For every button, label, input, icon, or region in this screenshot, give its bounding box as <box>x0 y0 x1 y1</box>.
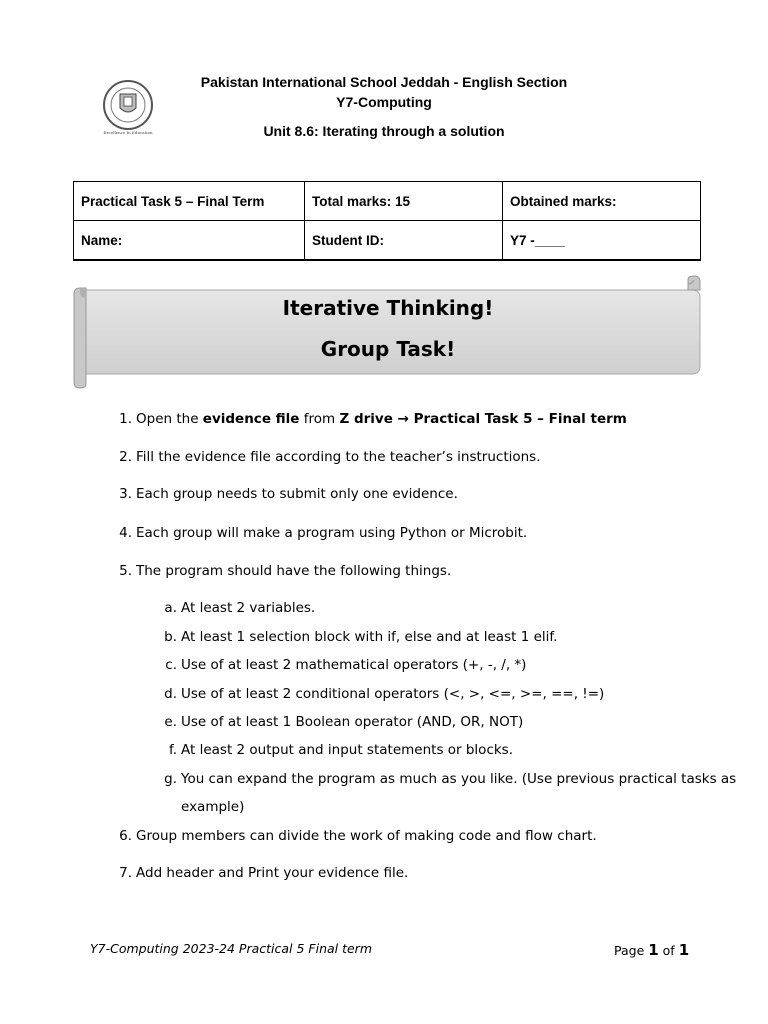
list-item: 7. Add header and Print your evidence file. <box>119 865 409 881</box>
sub-list-item: b. At least 1 selection block with if, else and at least 1 elif. <box>164 629 558 645</box>
obtained-marks-cell[interactable]: Obtained marks: <box>503 182 701 221</box>
class-cell[interactable]: Y7 -____ <box>503 221 701 261</box>
sub-list-item: a. At least 2 variables. <box>164 600 316 616</box>
scroll-shape <box>72 274 704 390</box>
course-name: Y7-Computing <box>336 94 432 110</box>
sub-list-item: c. Use of at least 2 mathematical operators (+, -, /, *) <box>165 657 527 673</box>
list-item: 3. Each group needs to submit only one evidence. <box>119 486 458 502</box>
list-item: 2. Fill the evidence file according to the teacher’s instructions. <box>119 449 541 465</box>
list-item: 4. Each group will make a program using Python or Microbit. <box>119 525 528 541</box>
name-cell[interactable]: Name: <box>74 221 305 261</box>
school-name: Pakistan International School Jeddah - English Section <box>200 74 568 90</box>
footer-page-number: Page 1 of 1 <box>614 941 690 959</box>
total-marks-cell: Total marks: 15 <box>305 182 503 221</box>
sub-list-item: e. Use of at least 1 Boolean operator (AND, OR, NOT) <box>164 714 524 730</box>
task-cell: Practical Task 5 – Final Term <box>74 182 305 221</box>
student-id-cell[interactable]: Student ID: <box>305 221 503 261</box>
list-item: 1. Open the evidence file from Z drive → Practical Task 5 – Final term <box>119 411 627 427</box>
list-item: 6. Group members can divide the work of making code and flow chart. <box>119 828 597 844</box>
list-item: 5. The program should have the following things. <box>119 563 452 579</box>
banner-subtitle: Group Task! <box>320 337 456 361</box>
unit-title: Unit 8.6: Iterating through a solution <box>263 123 505 139</box>
table-row <box>74 182 701 221</box>
banner-title: Iterative Thinking! <box>282 296 494 320</box>
sub-list-item: d. Use of at least 2 conditional operators (<, >, <=, >=, ==, !=) <box>164 686 605 702</box>
footer-course: Y7-Computing 2023-24 Practical 5 Final term <box>90 941 373 956</box>
svg-text:Excellence In Education: Excellence In Education <box>103 130 153 135</box>
sub-list-item: g. You can expand the program as much as you like. (Use previous practical tasks as <box>164 771 737 787</box>
sub-list-item-continuation: example) <box>181 799 245 815</box>
sub-list-item: f. At least 2 output and input statements or blocks. <box>168 742 514 758</box>
table-row <box>74 221 701 261</box>
marks-table <box>73 181 701 261</box>
title-banner <box>72 274 704 390</box>
